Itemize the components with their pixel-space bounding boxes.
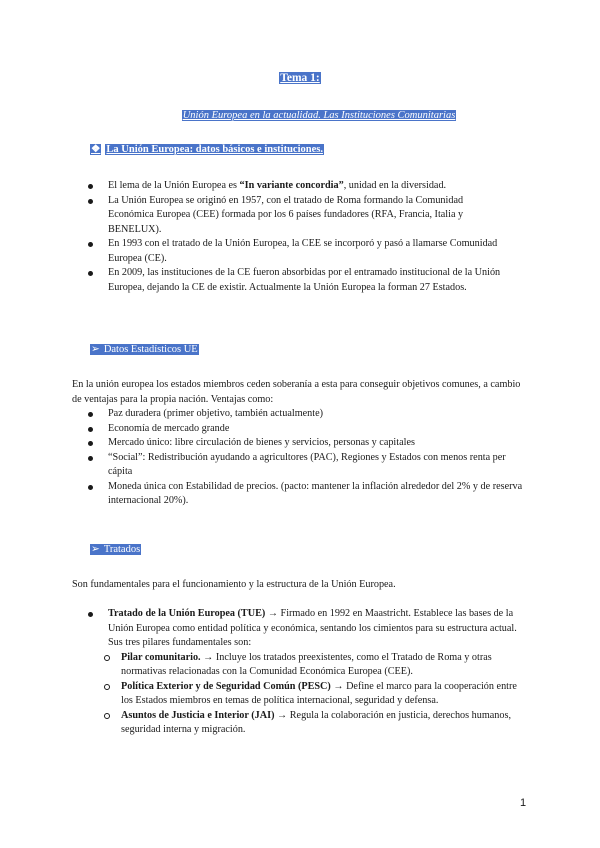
bullet-icon (88, 456, 93, 461)
circle-bullet-icon (104, 684, 110, 690)
document-title (0, 72, 600, 84)
document-subtitle (0, 110, 600, 121)
list-item: Economía de mercado grande (86, 422, 530, 437)
diamond-bullet-icon: ❖ (91, 144, 101, 155)
bullet-icon (88, 441, 93, 446)
list-item: Mercado único: libre circulación de bienes y servicios, personas y capitales (86, 436, 530, 451)
section-heading-text: Tratados (103, 544, 141, 555)
bullet-icon (88, 271, 93, 276)
section-heading-text: La Unión Europea: datos básicos e instituciones. (106, 144, 323, 155)
treaties-intro-paragraph: Son fundamentales para el funcionamiento y la estructura de la Unión Europea. (72, 579, 396, 590)
advantages-list (86, 407, 530, 509)
section-heading-union-europea (90, 143, 324, 155)
arrowhead-bullet-icon: ➢ (91, 544, 100, 555)
title-text: Tema 1: (280, 72, 320, 84)
arrowhead-bullet-icon: ➢ (91, 344, 100, 355)
list-item: Asuntos de Justicia e Interior (JAI) → Regula la colaboración en justicia, derechos humanos, seguridad interna y migración. (86, 709, 530, 738)
bullet-icon (88, 242, 93, 247)
bullet-icon (88, 427, 93, 432)
list-item: Moneda única con Estabilidad de precios. (pacto: mantener la inflación alrededor del 2% y de reserva internacional 20%). (86, 480, 530, 509)
list-item: El lema de la Unión Europea es “In variante concordia”, unidad en la diversidad. (86, 179, 506, 194)
treaties-list (86, 607, 530, 738)
list-item: Política Exterior y de Seguridad Común (PESC) → Define el marco para la cooperación entre los Estados miembros en temas de política internacional, seguridad y defensa. (86, 680, 530, 709)
bullet-icon (88, 412, 93, 417)
stats-intro-paragraph: En la unión europea los estados miembros ceden soberanía a esta para conseguir objetivos comunes, a cambio de ventajas para la propia nación. Ventajas como: (72, 379, 521, 405)
treaty-name: Tratado de la Unión Europea (TUE) (108, 608, 266, 619)
section-heading-tratados (90, 543, 141, 555)
bullet-icon (88, 199, 93, 204)
list-item: La Unión Europea se originó en 1957, con el tratado de Roma formando la Comunidad Económica Europea (CEE) formada por los 6 países fundadores (RFA, Francia, Italia y BENELUX). (86, 194, 506, 238)
bullet-icon (88, 184, 93, 189)
page-number: 1 (520, 797, 527, 809)
list-item: En 1993 con el tratado de la Unión Europea, la CEE se incorporó y pasó a llamarse Comunidad Europea (CE). (86, 237, 506, 266)
list-item: En 2009, las instituciones de la CE fueron absorbidas por el entramado institucional de la Unión Europea, dejando la CE de existir. Actualmente la Unión Europea la forman 27 Estados. (86, 266, 506, 295)
list-item: Tratado de la Unión Europea (TUE) → Firmado en 1992 en Maastricht. Establece las bases de la Unión Europea como entidad política y económica, sentando los cimientos para su estructura actual. Sus tres pilares fundamentales son: Pilar comunitario. → Incluye los tratados preexistentes, como el Tratado de Roma y otras normativas relacionadas con la Comunidad Económica Europea (CEE). Política Exterior y de Seguridad Común (PESC) → Define el marco para la cooperación entre los Estados miembros en temas de política internacional, seguridad y defensa. Asuntos de Justicia e Interior (JAI) → Regula la colaboración en justicia, derechos humanos, seguridad interna y migración. (86, 607, 530, 738)
basic-facts-list (86, 179, 506, 295)
list-item: Pilar comunitario. → Incluye los tratados preexistentes, como el Tratado de Roma y otras normativas relacionadas con la Comunidad Económica Europea (CEE). (86, 651, 530, 680)
bullet-icon (88, 485, 93, 490)
list-item: Paz duradera (primer objetivo, también actualmente) (86, 407, 530, 422)
motto-text: “In variante concordia” (239, 180, 344, 191)
list-item: “Social”: Redistribución ayudando a agricultores (PAC), Regiones y Estados con menos renta per cápita (86, 451, 530, 480)
section-heading-text: Datos Estadísticos UE (103, 344, 198, 355)
subtitle-text: Unión Europea en la actualidad. Las Instituciones Comunitarias (182, 110, 456, 121)
circle-bullet-icon (104, 655, 110, 661)
pillars-list (86, 651, 530, 738)
bullet-icon (88, 612, 93, 617)
section-heading-datos-estadisticos (90, 343, 199, 355)
circle-bullet-icon (104, 713, 110, 719)
